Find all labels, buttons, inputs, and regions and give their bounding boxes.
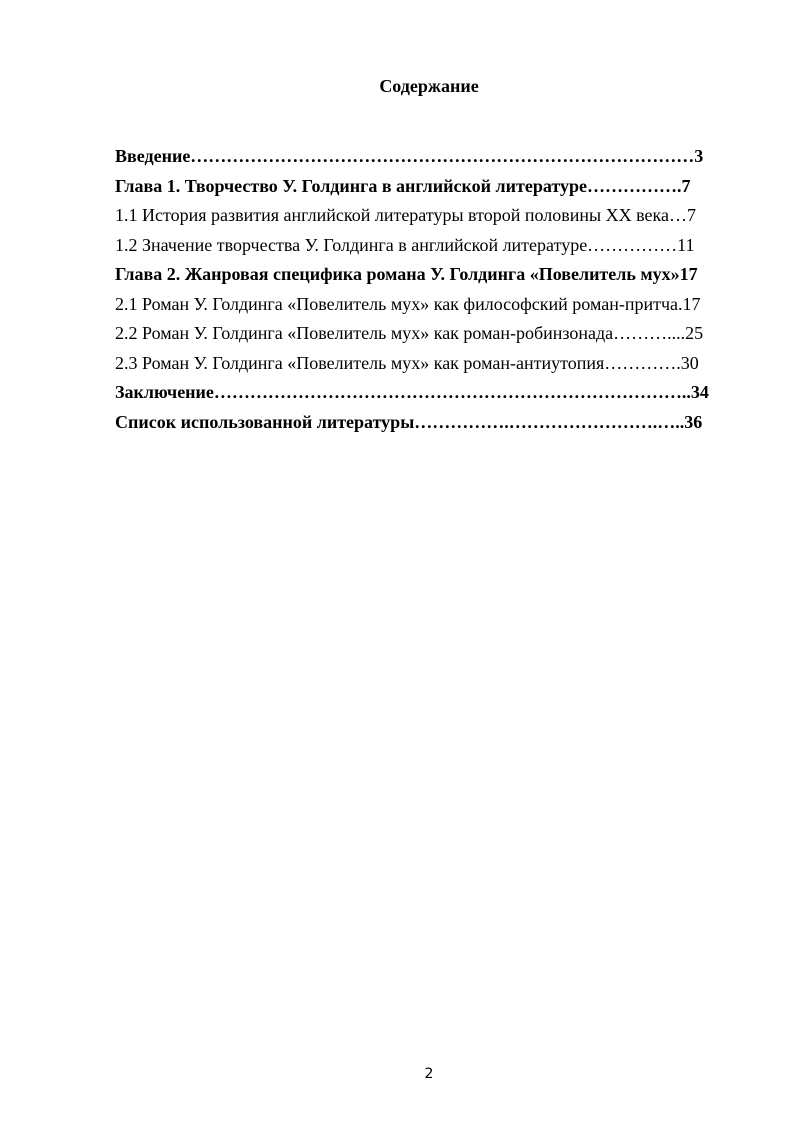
toc-entry-chapter-2: Глава 2. Жанровая специфика романа У. Голдинга «Повелитель мух»17	[115, 264, 698, 284]
toc-entry-section-2-1: 2.1 Роман У. Голдинга «Повелитель мух» как философский роман-притча.17	[115, 293, 701, 314]
toc-entry-bibliography: Список использованной литературы…………….…………………….…..36	[115, 411, 703, 432]
toc-entry-section-2-2: 2.2 Роман У. Голдинга «Повелитель мух» как роман-робинзонада………....25	[115, 323, 704, 343]
toc-entry-section-2-3: 2.3 Роман У. Голдинга «Повелитель мух» как роман-антиутопия………….30	[115, 352, 699, 373]
page-number: 2	[424, 1066, 434, 1082]
table-of-contents	[115, 143, 745, 438]
toc-entry-conclusion: Заключение……………………………………………………………………..34	[115, 382, 709, 402]
toc-entry-section-1-2: 1.2 Значение творчества У. Голдинга в английской литературе……………11	[115, 234, 695, 255]
toc-entry-introduction: Введение…………………………………………………………………………3	[115, 146, 704, 166]
toc-entry-section-1-1: 1.1 История развития английской литературы второй половины XX века…7	[115, 205, 696, 225]
page-title: Содержание	[379, 76, 479, 96]
toc-entry-chapter-1: Глава 1. Творчество У. Голдинга в английской литературе…………….7	[115, 175, 691, 196]
